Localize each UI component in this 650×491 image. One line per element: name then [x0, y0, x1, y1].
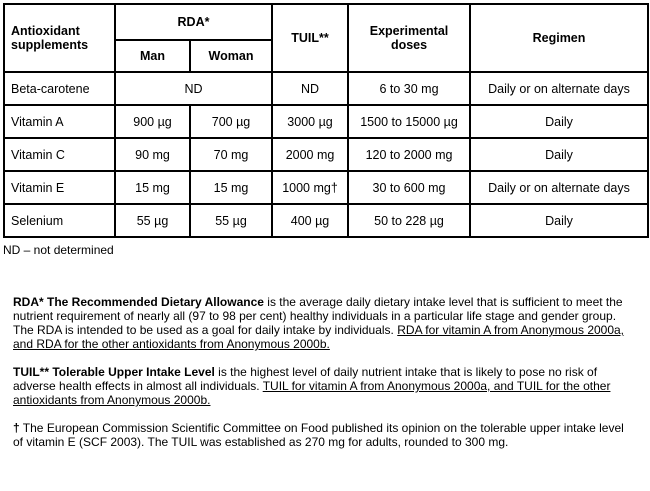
rda-text: is the average daily dietary intake level that is sufficient to meet the nutrient requirement of nearly all (97 to 98 per cent) healthy individuals in a particular life stage and gender group. The RDA is intended to be used as a goal for daily intake by individuals. [13, 295, 623, 337]
row-tuil: 400 µg [272, 204, 348, 237]
header-rda: RDA* [115, 4, 272, 40]
row-doses: 30 to 600 mg [348, 171, 470, 204]
dagger-mark: † [13, 421, 20, 435]
table-row [4, 171, 648, 204]
row-rda-woman: 55 µg [190, 204, 272, 237]
table-row [4, 72, 648, 105]
row-name: Vitamin A [4, 105, 115, 138]
rda-definition [3, 295, 633, 351]
rda-term: RDA* The Recommended Dietary Allowance [13, 295, 264, 309]
header-doses: Experimental doses [348, 4, 470, 72]
row-doses: 6 to 30 mg [348, 72, 470, 105]
row-tuil: ND [272, 72, 348, 105]
header-supplement: Antioxidant supplements [4, 4, 115, 72]
row-rda-woman: 70 mg [190, 138, 272, 171]
table-row [4, 138, 648, 171]
row-tuil: 1000 mg† [272, 171, 348, 204]
row-name: Vitamin C [4, 138, 115, 171]
tuil-source: TUIL for vitamin A from Anonymous 2000a, and TUIL for the other antioxidants from Anonymous 2000b. [13, 379, 611, 407]
dagger-footnote [3, 421, 633, 449]
tuil-definition [3, 365, 633, 407]
row-doses: 1500 to 15000 µg [348, 105, 470, 138]
row-tuil: 3000 µg [272, 105, 348, 138]
row-name: Vitamin E [4, 171, 115, 204]
table-row [4, 105, 648, 138]
row-name: Beta-carotene [4, 72, 115, 105]
row-doses: 50 to 228 µg [348, 204, 470, 237]
dagger-text: The European Commission Scientific Committee on Food published its opinion on the tolerable upper intake level of vitamin E (SCF 2003). The TUIL was established as 270 mg for adults, rounded to 300 mg. [13, 421, 624, 449]
header-rda-man: Man [115, 40, 190, 72]
row-tuil: 2000 mg [272, 138, 348, 171]
row-regimen: Daily [470, 204, 648, 237]
row-regimen: Daily [470, 105, 648, 138]
tuil-term: TUIL** Tolerable Upper Intake Level [13, 365, 215, 379]
header-regimen: Regimen [470, 4, 648, 72]
row-rda-man: 15 mg [115, 171, 190, 204]
row-rda: ND [115, 72, 272, 105]
row-rda-woman: 700 µg [190, 105, 272, 138]
row-rda-man: 90 mg [115, 138, 190, 171]
row-name: Selenium [4, 204, 115, 237]
row-rda-man: 55 µg [115, 204, 190, 237]
antioxidant-table [3, 3, 649, 238]
row-rda-man: 900 µg [115, 105, 190, 138]
nd-note: ND – not determined [3, 243, 114, 257]
table-header-row [4, 4, 648, 40]
row-regimen: Daily [470, 138, 648, 171]
rda-source: RDA for vitamin A from Anonymous 2000a, and RDA for the other antioxidants from Anonymous 2000b. [13, 323, 625, 351]
document [3, 3, 647, 449]
header-tuil: TUIL** [272, 4, 348, 72]
row-rda-woman: 15 mg [190, 171, 272, 204]
row-doses: 120 to 2000 mg [348, 138, 470, 171]
tuil-text: is the highest level of daily nutrient intake that is likely to pose no risk of adverse health effects in almost all individuals. [13, 365, 598, 393]
header-rda-woman: Woman [190, 40, 272, 72]
row-regimen: Daily or on alternate days [470, 72, 648, 105]
table-row [4, 204, 648, 237]
row-regimen: Daily or on alternate days [470, 171, 648, 204]
